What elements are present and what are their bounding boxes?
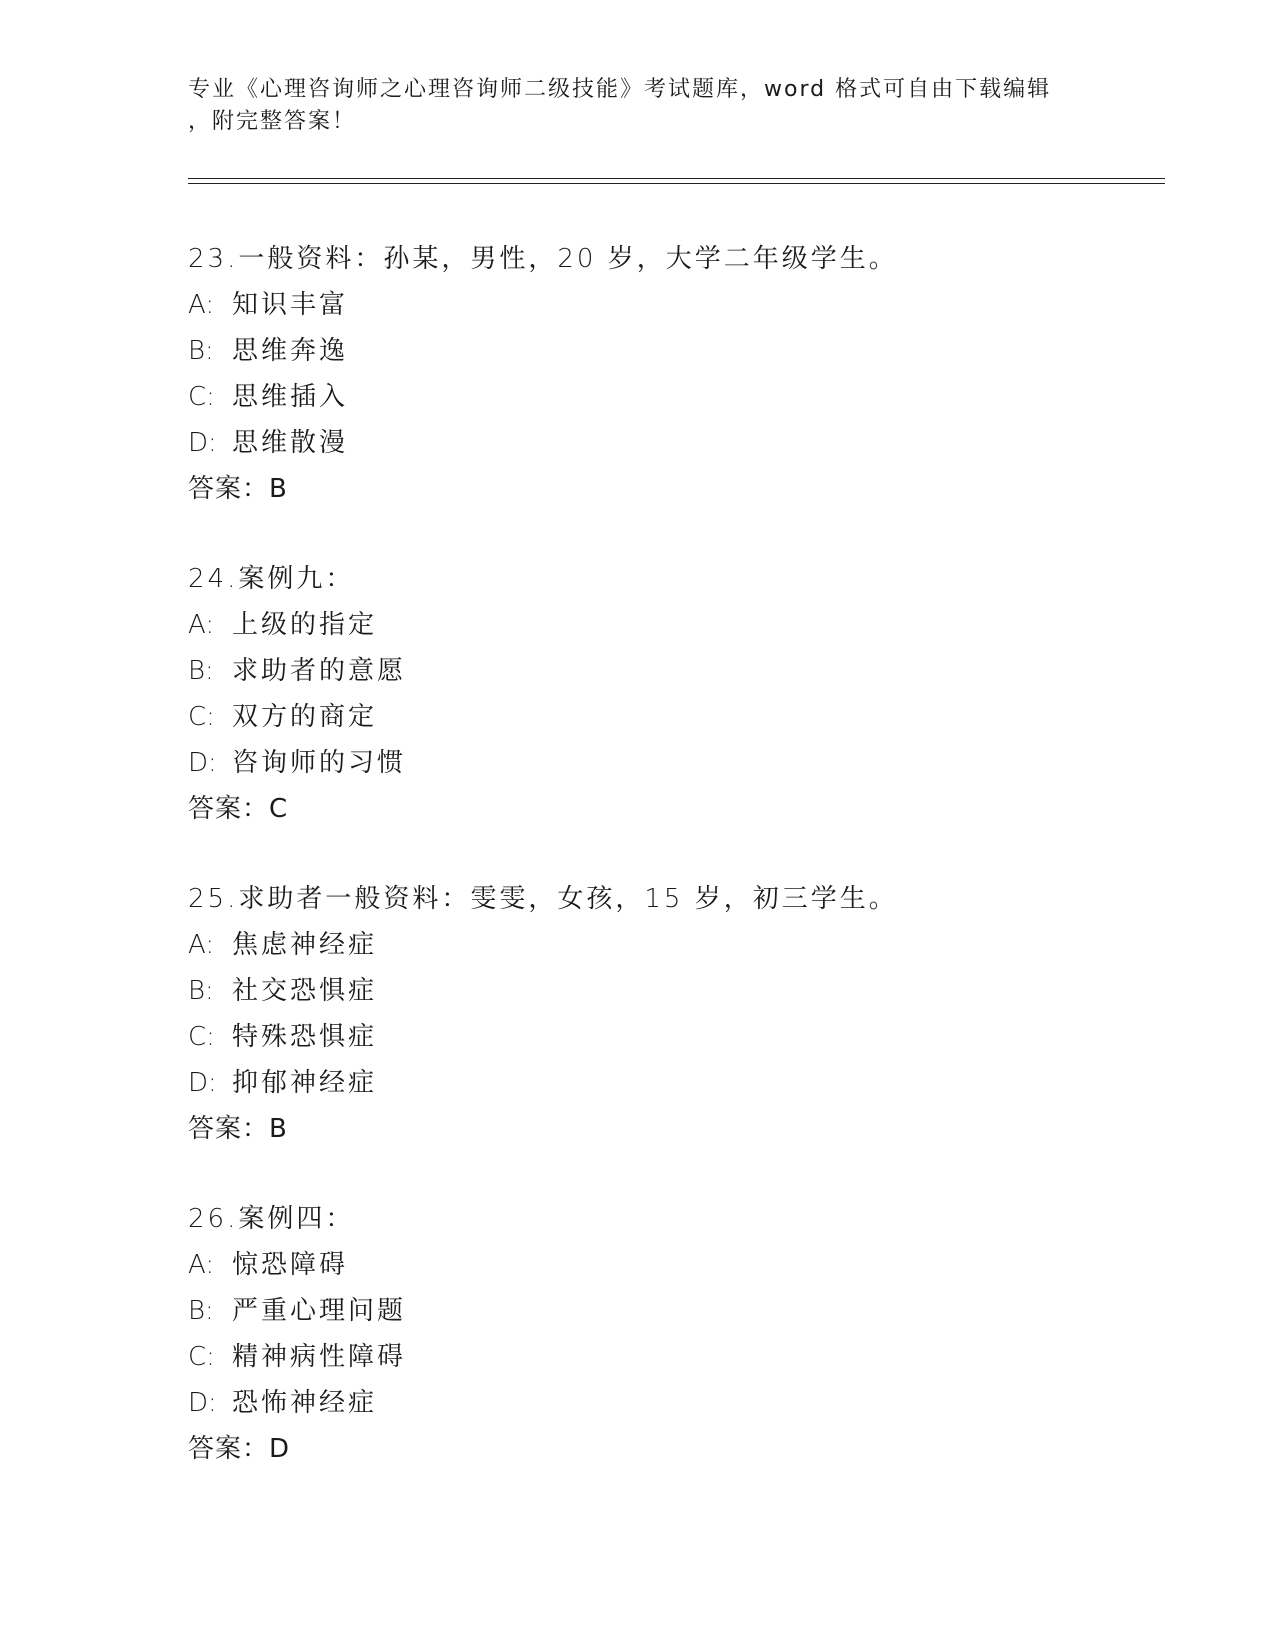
question-spacer bbox=[188, 1152, 1148, 1196]
option-c bbox=[188, 374, 1148, 420]
option-text: 社交恐惧症 bbox=[232, 976, 378, 1006]
option-letter: A: bbox=[188, 290, 215, 320]
option-text: 咨询师的习惯 bbox=[232, 748, 407, 778]
answer-line: 答案：B bbox=[188, 1114, 288, 1144]
option-text: 上级的指定 bbox=[232, 610, 378, 640]
option-text: 惊恐障碍 bbox=[232, 1250, 349, 1280]
option-a bbox=[188, 1242, 1148, 1288]
answer-line: 答案：D bbox=[188, 1434, 291, 1464]
option-d bbox=[188, 1060, 1148, 1106]
question-spacer bbox=[188, 832, 1148, 876]
option-letter: C: bbox=[188, 1022, 215, 1052]
option-text: 焦虑神经症 bbox=[232, 930, 378, 960]
option-letter: D: bbox=[188, 1068, 217, 1098]
option-text: 思维插入 bbox=[232, 382, 349, 412]
option-a bbox=[188, 922, 1148, 968]
question-item bbox=[188, 236, 1148, 512]
option-letter: C: bbox=[188, 702, 215, 732]
option-letter: B: bbox=[188, 976, 214, 1006]
option-b bbox=[188, 1288, 1148, 1334]
answer-line: 答案：C bbox=[188, 794, 289, 824]
option-text: 抑郁神经症 bbox=[232, 1068, 378, 1098]
option-d bbox=[188, 420, 1148, 466]
header-divider-bottom bbox=[188, 183, 1165, 184]
option-letter: B: bbox=[188, 336, 214, 366]
header-line-1: 专业《心理咨询师之心理咨询师二级技能》考试题库，word 格式可自由下载编辑 bbox=[188, 77, 1052, 102]
question-item bbox=[188, 556, 1148, 832]
option-letter: D: bbox=[188, 748, 217, 778]
option-text: 知识丰富 bbox=[232, 290, 349, 320]
option-text: 双方的商定 bbox=[232, 702, 378, 732]
option-text: 思维奔逸 bbox=[232, 336, 349, 366]
answer-line: 答案：B bbox=[188, 474, 288, 504]
question-item bbox=[188, 1196, 1148, 1472]
question-title: 24.案例九： bbox=[188, 564, 355, 594]
option-c bbox=[188, 1334, 1148, 1380]
option-c bbox=[188, 1014, 1148, 1060]
question-title: 25.求助者一般资料：雯雯，女孩，15 岁，初三学生。 bbox=[188, 884, 898, 914]
question-title: 23.一般资料：孙某，男性，20 岁，大学二年级学生。 bbox=[188, 244, 898, 274]
option-letter: D: bbox=[188, 428, 217, 458]
question-item bbox=[188, 876, 1148, 1152]
document-header bbox=[188, 74, 1068, 138]
option-a bbox=[188, 602, 1148, 648]
option-d bbox=[188, 740, 1148, 786]
option-c bbox=[188, 694, 1148, 740]
option-b bbox=[188, 968, 1148, 1014]
option-letter: A: bbox=[188, 1250, 215, 1280]
option-text: 特殊恐惧症 bbox=[232, 1022, 378, 1052]
option-letter: A: bbox=[188, 610, 215, 640]
option-text: 求助者的意愿 bbox=[232, 656, 407, 686]
question-title: 26.案例四： bbox=[188, 1204, 355, 1234]
option-d bbox=[188, 1380, 1148, 1426]
option-letter: A: bbox=[188, 930, 215, 960]
option-a bbox=[188, 282, 1148, 328]
question-spacer bbox=[188, 512, 1148, 556]
option-text: 精神病性障碍 bbox=[232, 1342, 407, 1372]
option-letter: B: bbox=[188, 656, 214, 686]
option-letter: C: bbox=[188, 382, 215, 412]
option-letter: D: bbox=[188, 1388, 217, 1418]
option-letter: C: bbox=[188, 1342, 215, 1372]
option-text: 思维散漫 bbox=[232, 428, 349, 458]
option-letter: B: bbox=[188, 1296, 214, 1326]
option-text: 严重心理问题 bbox=[232, 1296, 407, 1326]
option-text: 恐怖神经症 bbox=[232, 1388, 378, 1418]
option-b bbox=[188, 648, 1148, 694]
header-line-2: ，附完整答案！ bbox=[188, 109, 357, 134]
question-list bbox=[188, 236, 1148, 1472]
header-divider-top bbox=[188, 178, 1165, 179]
option-b bbox=[188, 328, 1148, 374]
